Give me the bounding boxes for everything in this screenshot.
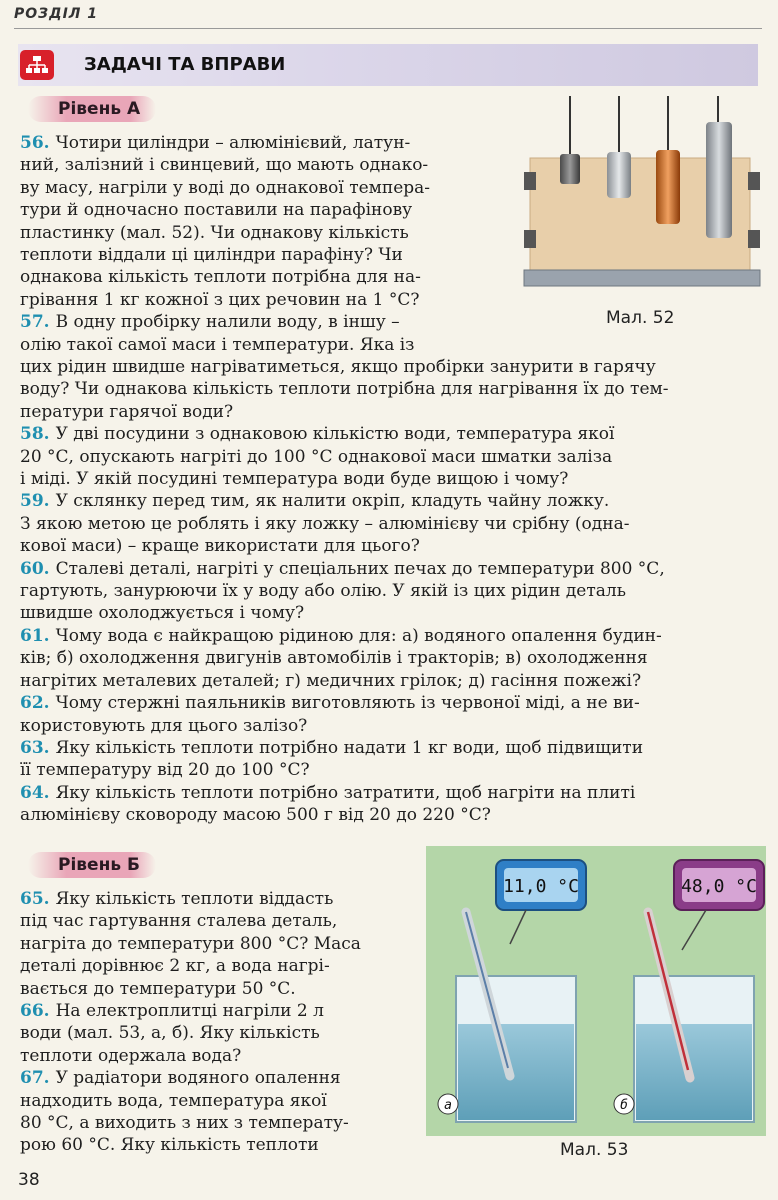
problem-64: 64. Яку кількість теплоти потрібно затратити, щоб нагріти на плиті алюмінієву сковороду масою 500 г від 20 до 220 °С?	[20, 782, 636, 826]
header-divider	[14, 28, 762, 29]
problem-61: 61. Чому вода є найкращою рідиною для: а) водяного опалення будин- ків; б) охолодження двигунів автомобілів і тракторів; в) охолодження нагрітих металевих деталей; г) медичних грілок; д) гасіння пожежі?	[20, 625, 662, 691]
figure-52-caption: Мал. 52	[606, 308, 675, 328]
page-number: 38	[18, 1170, 40, 1190]
problem-58: 58. У дві посудини з однаковою кількістю води, температура якої 20 °С, опускають нагріті до 100 °С однакової маси шматки заліза і міді. У якій посудині температура води буде вищою і чому?	[20, 424, 615, 490]
problem-56: 56. Чотири циліндри – алюмінієвий, латун- ний, залізний і свинцевий, що мають однако- ву масу, нагріли у воді до однакової темпера- тури й одночасно поставили на парафінову пластинку (мал. 52). Чи однакову кількість теплоти віддали ці циліндри парафіну? Чи однакова кількість теплоти потрібна для на- грівання 1 кг кожної з цих речовин на 1 °С?	[20, 133, 431, 310]
svg-text:б: б	[620, 1098, 628, 1113]
problem-list-a-bottom	[20, 356, 760, 827]
problem-59: 59. У склянку перед тим, як налити окріп, кладуть чайну ложку. З якою метою це роблять і яку ложку – алюмінієву чи срібну (одна- кової маси) – краще використати для цього?	[20, 491, 630, 557]
problem-62: 62. Чому стержні паяльників виготовляють із червоної міді, а не ви- користовують для цього залізо?	[20, 693, 640, 736]
problem-60: 60. Сталеві деталі, нагріті у спеціальних печах до температури 800 °С, гартують, занурюючи їх у воду або олію. У якій із цих рідин деталь швидше охолоджується і чому?	[20, 558, 665, 624]
section-label: РОЗДІЛ 1	[14, 6, 99, 22]
figure-53	[426, 846, 766, 1136]
problem-57: 57. В одну пробірку налили воду, в іншу – олію такої самої маси і температури. Яка із	[20, 312, 415, 355]
figure-52	[522, 96, 764, 296]
chart-icon	[20, 50, 54, 80]
problem-list-b	[20, 888, 414, 1157]
level-a-badge: Рівень А	[28, 96, 156, 122]
right-temperature-value: 48,0 °C	[681, 876, 757, 897]
section-banner	[18, 44, 758, 86]
svg-text:а: а	[444, 1098, 452, 1113]
problem-list-a-top	[20, 132, 502, 356]
problem-66: 66. На електроплитці нагріли 2 л води (мал. 53, а, б). Яку кількість теплоти одержала вода?	[20, 1001, 324, 1066]
problem-65: 65. Яку кількість теплоти віддасть під час гартування сталева деталь, нагріта до температури 800 °С? Маса деталі дорівнює 2 кг, а вода нагрі- вається до температури 50 °С.	[20, 889, 361, 999]
left-temperature-value: 11,0 °C	[503, 876, 579, 897]
banner-title: ЗАДАЧІ ТА ВПРАВИ	[84, 54, 286, 75]
problem-67: 67. У радіатори водяного опалення надходить вода, температура якої 80 °С, а виходить з них з температу- рою 60 °С. Яку кількість теплоти	[20, 1068, 349, 1156]
level-b-badge: Рівень Б	[28, 852, 156, 878]
problem-63: 63. Яку кількість теплоти потрібно надати 1 кг води, щоб підвищити її температуру від 20 до 100 °С?	[20, 737, 644, 781]
figure-53-caption: Мал. 53	[560, 1140, 629, 1160]
problem-57-cont: цих рідин швидше нагріватиметься, якщо пробірки занурити в гарячу воду? Чи однакова кількість теплоти потрібна для нагрівання їх до тем- ператури гарячої води?	[20, 357, 669, 422]
